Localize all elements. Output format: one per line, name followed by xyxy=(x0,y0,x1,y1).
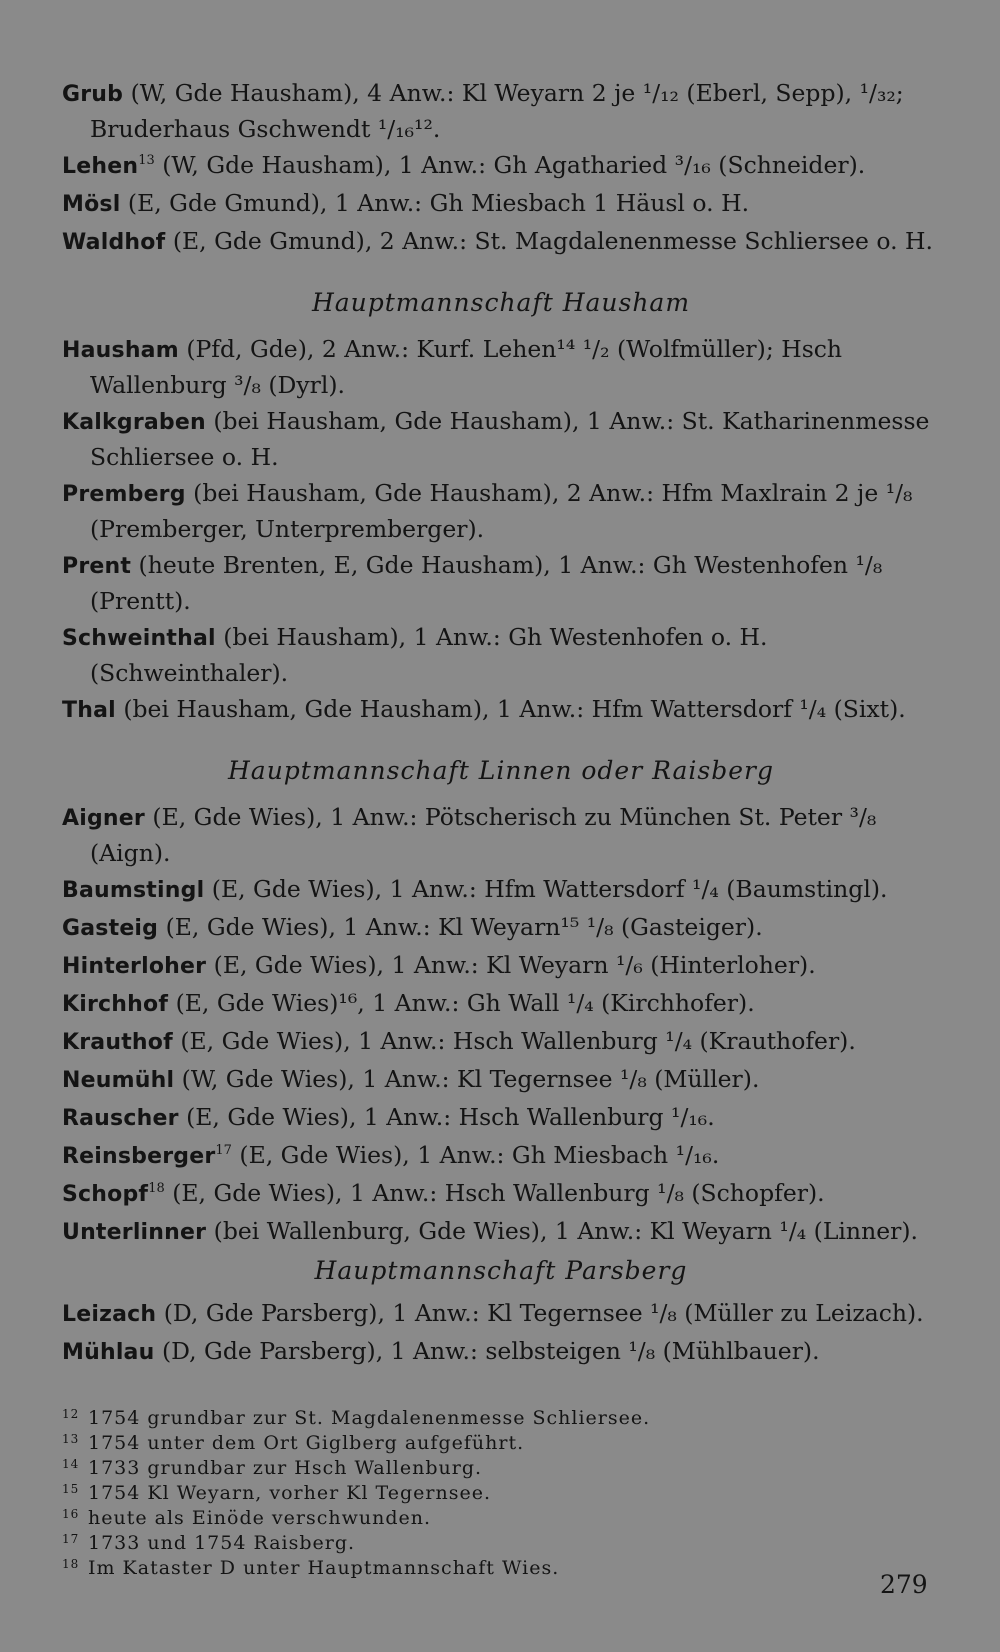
place-entry xyxy=(62,404,940,474)
place-entry xyxy=(62,1138,940,1174)
footnote-text: Im Kataster D unter Hauptmannschaft Wies. xyxy=(88,1557,560,1579)
entry-text: (E, Gde Gmund), 1 Anw.: Gh Miesbach 1 Häusl o. H. xyxy=(120,189,750,217)
place-entry xyxy=(62,186,940,222)
entry-text: (Pfd, Gde), 2 Anw.: Kurf. Lehen¹⁴ ¹/₂ (Wolfmüller); Hsch Wallenburg ³/₈ (Dyrl). xyxy=(90,335,843,399)
footnote-text: 1733 und 1754 Raisberg. xyxy=(88,1532,356,1554)
place-name: Baumstingl xyxy=(62,878,205,903)
section-heading: Hauptmannschaft Hausham xyxy=(311,288,691,317)
place-entry xyxy=(62,986,940,1022)
place-name: Schopf xyxy=(62,1182,149,1207)
footnotes xyxy=(62,1406,940,1581)
entry-text: (bei Hausham, Gde Hausham), 1 Anw.: St. Katharinenmesse Schliersee o. H. xyxy=(90,407,930,471)
place-name: Hinterloher xyxy=(62,954,207,979)
entry-text: (E, Gde Wies), 1 Anw.: Hsch Wallenburg ¹/₁₆. xyxy=(178,1103,715,1131)
place-name: Aigner xyxy=(62,806,145,831)
footnote-text: heute als Einöde verschwunden. xyxy=(88,1507,432,1529)
place-entry xyxy=(62,1062,940,1098)
entry-text: (bei Hausham, Gde Hausham), 1 Anw.: Hfm Wattersdorf ¹/₄ (Sixt). xyxy=(115,695,906,723)
entry-text: (E, Gde Wies), 1 Anw.: Pötscherisch zu München St. Peter ³/₈ (Aign). xyxy=(90,803,877,867)
footnote-text: 1754 grundbar zur St. Magdalenenmesse Schliersee. xyxy=(88,1407,651,1429)
place-name: Mösl xyxy=(62,192,121,217)
place-entry xyxy=(62,76,940,146)
entry-text: (E, Gde Wies), 1 Anw.: Hfm Wattersdorf ¹/₄ (Baumstingl). xyxy=(204,875,888,903)
section-heading: Hauptmannschaft Parsberg xyxy=(314,1256,688,1285)
footnote-text: 1754 Kl Weyarn, vorher Kl Tegernsee. xyxy=(88,1482,492,1504)
entry-text: (E, Gde Wies), 1 Anw.: Kl Weyarn ¹/₆ (Hinterloher). xyxy=(206,951,816,979)
place-entry xyxy=(62,872,940,908)
entry-text: (E, Gde Gmund), 2 Anw.: St. Magdalenenmesse Schliersee o. H. xyxy=(165,227,933,255)
footnote: $^{12}$ 1754 grundbar zur St. Magdalenenmesse Schliersee. xyxy=(62,1407,651,1429)
place-name: Thal xyxy=(62,698,116,723)
place-name: Neumühl xyxy=(62,1068,175,1093)
place-entry xyxy=(62,332,940,402)
place-entry xyxy=(62,224,940,260)
place-entry xyxy=(62,1334,940,1370)
page-content xyxy=(62,76,940,1581)
place-name: Krauthof xyxy=(62,1030,173,1055)
place-name: Reinsberger xyxy=(62,1144,216,1169)
entry-text: (W, Gde Wies), 1 Anw.: Kl Tegernsee ¹/₈ (Müller). xyxy=(174,1065,760,1093)
footnote-ref: 17 xyxy=(215,1143,232,1158)
place-entry xyxy=(62,1100,940,1136)
entry-text: (D, Gde Parsberg), 1 Anw.: selbsteigen ¹/₈ (Mühlbauer). xyxy=(154,1337,820,1365)
place-entry xyxy=(62,476,940,546)
place-name: Premberg xyxy=(62,482,186,507)
place-name: Schweinthal xyxy=(62,626,216,651)
place-entry xyxy=(62,692,940,728)
place-name: Waldhof xyxy=(62,230,166,255)
entry-text: (heute Brenten, E, Gde Hausham), 1 Anw.: Gh Westenhofen ¹/₈ (Prentt). xyxy=(90,551,883,615)
place-entry xyxy=(62,1176,940,1212)
place-name: Gasteig xyxy=(62,916,159,941)
place-entry xyxy=(62,800,940,870)
place-entry xyxy=(62,548,940,618)
entry-text: (E, Gde Wies)¹⁶, 1 Anw.: Gh Wall ¹/₄ (Kirchhofer). xyxy=(168,989,755,1017)
place-name: Lehen xyxy=(62,154,139,179)
place-entry xyxy=(62,1296,940,1332)
footnote: $^{15}$ 1754 Kl Weyarn, vorher Kl Tegernsee. xyxy=(62,1482,492,1504)
place-name: Rauscher xyxy=(62,1106,179,1131)
place-entry xyxy=(62,1214,940,1250)
entry-text: (D, Gde Parsberg), 1 Anw.: Kl Tegernsee ¹/₈ (Müller zu Leizach). xyxy=(156,1299,924,1327)
page-number: 279 xyxy=(880,1570,928,1599)
place-entry xyxy=(62,910,940,946)
entry-text: (bei Wallenburg, Gde Wies), 1 Anw.: Kl Weyarn ¹/₄ (Linner). xyxy=(206,1217,918,1245)
place-entry xyxy=(62,620,940,690)
footnote-ref: 13 xyxy=(138,153,155,168)
footnote: $^{13}$ 1754 unter dem Ort Giglberg aufgeführt. xyxy=(62,1432,525,1454)
entry-text: (W, Gde Hausham), 1 Anw.: Gh Agatharied ³/₁₆ (Schneider). xyxy=(154,151,866,179)
footnote: $^{14}$ 1733 grundbar zur Hsch Wallenburg. xyxy=(62,1457,483,1479)
place-name: Unterlinner xyxy=(62,1220,207,1245)
sections-container xyxy=(62,76,940,1370)
section-heading: Hauptmannschaft Linnen oder Raisberg xyxy=(227,756,775,785)
footnote-ref: 18 xyxy=(148,1181,165,1196)
place-entry xyxy=(62,1024,940,1060)
entry-text: (E, Gde Wies), 1 Anw.: Hsch Wallenburg ¹/₈ (Schopfer). xyxy=(164,1179,825,1207)
place-name: Mühlau xyxy=(62,1340,155,1365)
place-name: Kalkgraben xyxy=(62,410,206,435)
place-entry xyxy=(62,948,940,984)
footnote: $^{16}$ heute als Einöde verschwunden. xyxy=(62,1507,432,1529)
entry-text: (E, Gde Wies), 1 Anw.: Kl Weyarn¹⁵ ¹/₈ (Gasteiger). xyxy=(158,913,763,941)
footnote-text: 1733 grundbar zur Hsch Wallenburg. xyxy=(88,1457,483,1479)
place-name: Grub xyxy=(62,82,124,107)
entry-text: (W, Gde Hausham), 4 Anw.: Kl Weyarn 2 je ¹/₁₂ (Eberl, Sepp), ¹/₃₂; Bruderhaus Gschwendt ¹/₁₆¹². xyxy=(90,79,904,143)
entry-text: (bei Hausham, Gde Hausham), 2 Anw.: Hfm Maxlrain 2 je ¹/₈ (Premberger, Unterpremberger). xyxy=(90,479,913,543)
place-name: Kirchhof xyxy=(62,992,169,1017)
footnote: $^{17}$ 1733 und 1754 Raisberg. xyxy=(62,1532,356,1554)
place-name: Prent xyxy=(62,554,132,579)
place-name: Hausham xyxy=(62,338,179,363)
entry-text: (E, Gde Wies), 1 Anw.: Gh Miesbach ¹/₁₆. xyxy=(231,1141,720,1169)
entry-text: (E, Gde Wies), 1 Anw.: Hsch Wallenburg ¹/₄ (Krauthofer). xyxy=(172,1027,856,1055)
place-name: Leizach xyxy=(62,1302,157,1327)
entry-text: (bei Hausham), 1 Anw.: Gh Westenhofen o. H. (Schweinthaler). xyxy=(90,623,768,687)
footnote-text: 1754 unter dem Ort Giglberg aufgeführt. xyxy=(88,1432,525,1454)
footnote: $^{18}$ Im Kataster D unter Hauptmannschaft Wies. xyxy=(62,1557,560,1579)
place-entry xyxy=(62,148,940,184)
